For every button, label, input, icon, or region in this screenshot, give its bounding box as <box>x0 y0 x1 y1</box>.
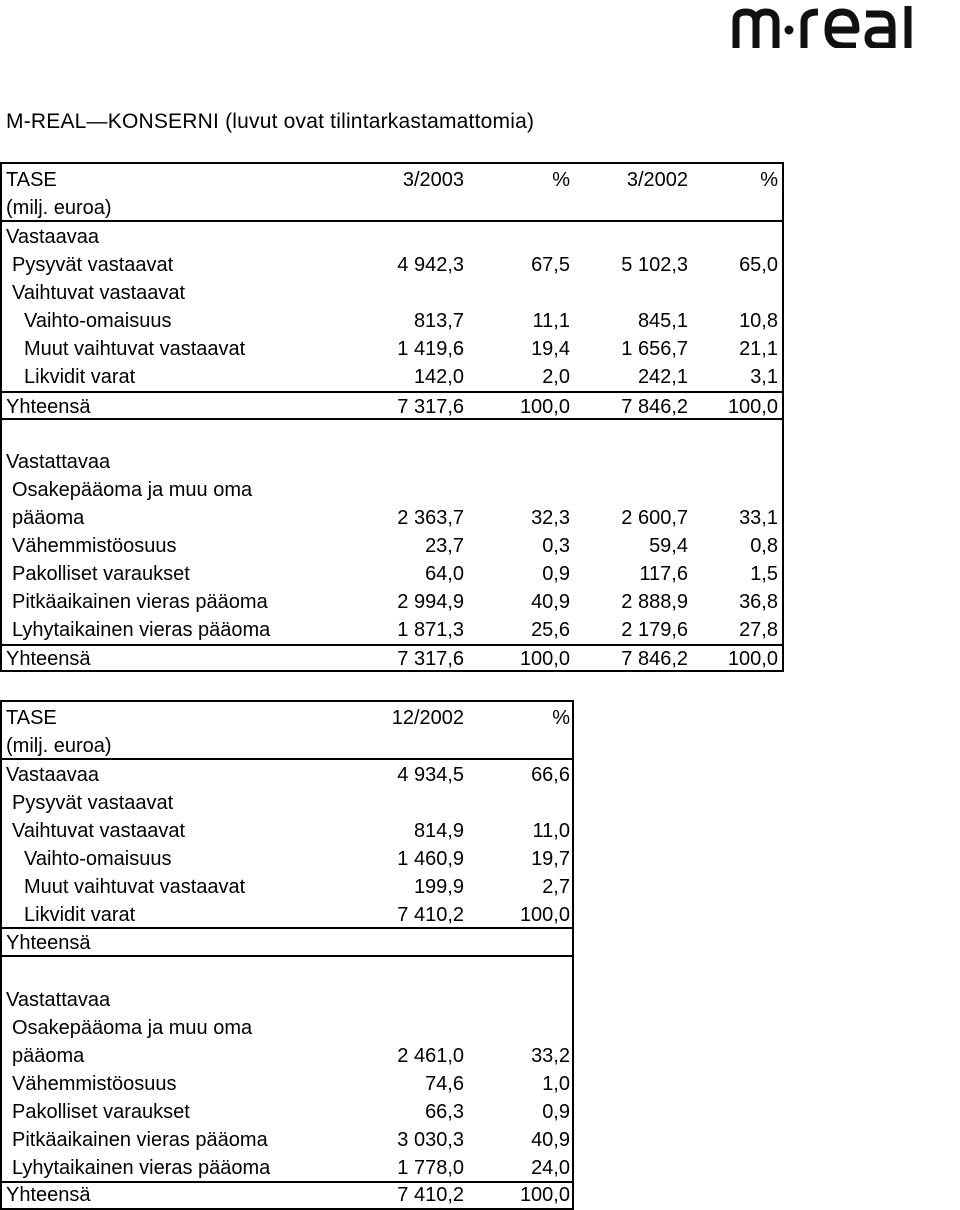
row-percent: 36,8 <box>739 591 778 613</box>
table-row <box>2 901 572 929</box>
row-percent: 40,9 <box>531 591 570 613</box>
total-percent: 100,0 <box>727 648 778 670</box>
row-percent: 32,3 <box>531 507 570 529</box>
header-col-percent1: % <box>552 169 570 191</box>
table-row <box>2 335 782 363</box>
table-row <box>2 1154 572 1182</box>
row-percent: 33,1 <box>739 507 778 529</box>
row-label: Pakolliset varaukset <box>12 1101 190 1123</box>
row-percent: 0,8 <box>750 535 778 557</box>
row-percent: 19,7 <box>531 848 570 870</box>
table-header-row <box>2 166 782 194</box>
row-percent: 66,6 <box>531 764 570 786</box>
row-value: 813,7 <box>413 310 464 332</box>
row-label: pääoma <box>12 507 85 529</box>
total-label: Yhteensä <box>6 1184 91 1206</box>
total-percent: 100,0 <box>519 396 570 418</box>
total-label: Yhteensä <box>6 396 91 418</box>
liabilities-heading: Vastattavaa <box>6 989 111 1011</box>
row-value: 5 102,3 <box>621 254 688 276</box>
total-percent: 100,0 <box>727 396 778 418</box>
header-label: TASE <box>6 707 57 729</box>
row-label: Pysyvät vastaavat <box>12 254 174 276</box>
table-row <box>2 560 782 588</box>
table-row <box>2 845 572 873</box>
table-row <box>2 1126 572 1154</box>
row-label: Pitkäaikainen vieras pääoma <box>12 591 268 613</box>
table-row <box>2 532 782 560</box>
page-title: M-REAL—KONSERNI (luvut ovat tilintarkastamattomia) <box>6 110 535 133</box>
header-col-percent: % <box>552 707 570 729</box>
table-row <box>2 476 782 504</box>
table-row <box>2 1042 572 1070</box>
row-percent: 3,1 <box>750 366 778 388</box>
row-value: 2 363,7 <box>397 507 464 529</box>
divider <box>2 418 782 420</box>
section-heading <box>2 448 782 476</box>
row-label: Vaihto-omaisuus <box>24 310 172 332</box>
row-percent: 2,0 <box>542 366 570 388</box>
total-value: 7 846,2 <box>621 648 688 670</box>
header-subrow <box>2 194 782 222</box>
row-value: 1 871,3 <box>397 619 464 641</box>
divider <box>2 955 572 957</box>
row-label: Pysyvät vastaavat <box>12 792 174 814</box>
row-percent: 40,9 <box>531 1129 570 1151</box>
row-value: 814,9 <box>413 820 464 842</box>
row-percent: 10,8 <box>739 310 778 332</box>
row-label: Vähemmistöosuus <box>12 1073 177 1095</box>
row-value: 7 410,2 <box>397 904 464 926</box>
total-label: Yhteensä <box>6 932 91 954</box>
row-label: Vastaavaa <box>6 764 100 786</box>
row-value: 64,0 <box>425 563 464 585</box>
total-row <box>2 1181 572 1209</box>
row-label: Vähemmistöosuus <box>12 535 177 557</box>
assets-heading: Vastaavaa <box>6 226 100 248</box>
table-row <box>2 1098 572 1126</box>
m-real-logo <box>732 6 960 48</box>
row-percent: 100,0 <box>519 904 570 926</box>
row-percent: 67,5 <box>531 254 570 276</box>
table-row <box>2 817 572 845</box>
table-row <box>2 588 782 616</box>
total-row <box>2 393 782 421</box>
total-row <box>2 645 782 673</box>
section-heading <box>2 223 782 251</box>
total-value: 7 846,2 <box>621 396 688 418</box>
liabilities-heading: Vastattavaa <box>6 451 111 473</box>
row-label: Osakepääoma ja muu oma <box>12 479 253 501</box>
row-percent: 0,3 <box>542 535 570 557</box>
section-heading <box>2 986 572 1014</box>
total-percent: 100,0 <box>519 1184 570 1206</box>
header-col-percent2: % <box>760 169 778 191</box>
row-value: 1 460,9 <box>397 848 464 870</box>
row-percent: 33,2 <box>531 1045 570 1067</box>
row-value: 3 030,3 <box>397 1129 464 1151</box>
table-header-row <box>2 704 572 732</box>
row-value: 2 888,9 <box>621 591 688 613</box>
table-row <box>2 761 572 789</box>
row-percent: 0,9 <box>542 1101 570 1123</box>
row-label: Pakolliset varaukset <box>12 563 190 585</box>
row-percent: 21,1 <box>739 338 778 360</box>
row-label: Muut vaihtuvat vastaavat <box>24 338 246 360</box>
row-label: pääoma <box>12 1045 85 1067</box>
row-percent: 19,4 <box>531 338 570 360</box>
header-col-period2: 3/2002 <box>626 169 688 191</box>
row-percent: 11,0 <box>532 820 570 842</box>
divider <box>2 220 782 222</box>
row-label: Pitkäaikainen vieras pääoma <box>12 1129 268 1151</box>
table-row <box>2 279 782 307</box>
total-value: 7 317,6 <box>397 648 464 670</box>
balance-sheet-table-year-end <box>0 700 574 1210</box>
row-label: Lyhytaikainen vieras pääoma <box>12 619 271 641</box>
row-percent: 27,8 <box>739 619 778 641</box>
balance-sheet-table-q1 <box>0 162 784 672</box>
total-value: 7 410,2 <box>397 1184 464 1206</box>
row-value: 4 934,5 <box>397 764 464 786</box>
row-label: Likvidit varat <box>24 904 136 926</box>
row-label: Osakepääoma ja muu oma <box>12 1017 253 1039</box>
table-row <box>2 504 782 532</box>
table-row <box>2 307 782 335</box>
total-label: Yhteensä <box>6 648 91 670</box>
row-percent: 11,1 <box>532 310 570 332</box>
row-value: 2 994,9 <box>397 591 464 613</box>
header-col-period1: 3/2003 <box>402 169 464 191</box>
row-label: Vaihtuvat vastaavat <box>12 282 186 304</box>
row-value: 23,7 <box>425 535 464 557</box>
row-value: 1 419,6 <box>397 338 464 360</box>
row-value: 2 600,7 <box>621 507 688 529</box>
row-value: 59,4 <box>649 535 688 557</box>
header-unit-label: (milj. euroa) <box>6 735 112 757</box>
row-value: 2 461,0 <box>397 1045 464 1067</box>
row-value: 1 778,0 <box>397 1157 464 1179</box>
row-label: Muut vaihtuvat vastaavat <box>24 876 246 898</box>
header-label: TASE <box>6 169 57 191</box>
row-value: 66,3 <box>425 1101 464 1123</box>
table-row <box>2 616 782 644</box>
row-percent: 0,9 <box>542 563 570 585</box>
table-row <box>2 251 782 279</box>
table-row <box>2 1070 572 1098</box>
row-label: Likvidit varat <box>24 366 136 388</box>
row-value: 4 942,3 <box>397 254 464 276</box>
row-value: 199,9 <box>413 876 464 898</box>
row-percent: 1,0 <box>542 1073 570 1095</box>
row-value: 1 656,7 <box>621 338 688 360</box>
row-percent: 65,0 <box>739 254 778 276</box>
total-row <box>2 929 572 957</box>
table-row <box>2 873 572 901</box>
row-percent: 1,5 <box>750 563 778 585</box>
row-value: 142,0 <box>413 366 464 388</box>
total-percent: 100,0 <box>519 648 570 670</box>
row-value: 117,6 <box>639 563 688 585</box>
row-label: Vaihto-omaisuus <box>24 848 172 870</box>
row-value: 845,1 <box>637 310 688 332</box>
table-row <box>2 363 782 391</box>
row-percent: 24,0 <box>531 1157 570 1179</box>
row-value: 74,6 <box>425 1073 464 1095</box>
row-value: 242,1 <box>637 366 688 388</box>
row-label: Vaihtuvat vastaavat <box>12 820 186 842</box>
row-value: 2 179,6 <box>621 619 688 641</box>
row-percent: 2,7 <box>542 876 570 898</box>
divider <box>2 758 572 760</box>
row-label: Lyhytaikainen vieras pääoma <box>12 1157 271 1179</box>
header-col-period: 12/2002 <box>391 707 464 729</box>
row-percent: 25,6 <box>531 619 570 641</box>
table-row <box>2 789 572 817</box>
header-unit-label: (milj. euroa) <box>6 197 112 219</box>
table-row <box>2 1014 572 1042</box>
total-value: 7 317,6 <box>397 396 464 418</box>
header-subrow <box>2 732 572 760</box>
